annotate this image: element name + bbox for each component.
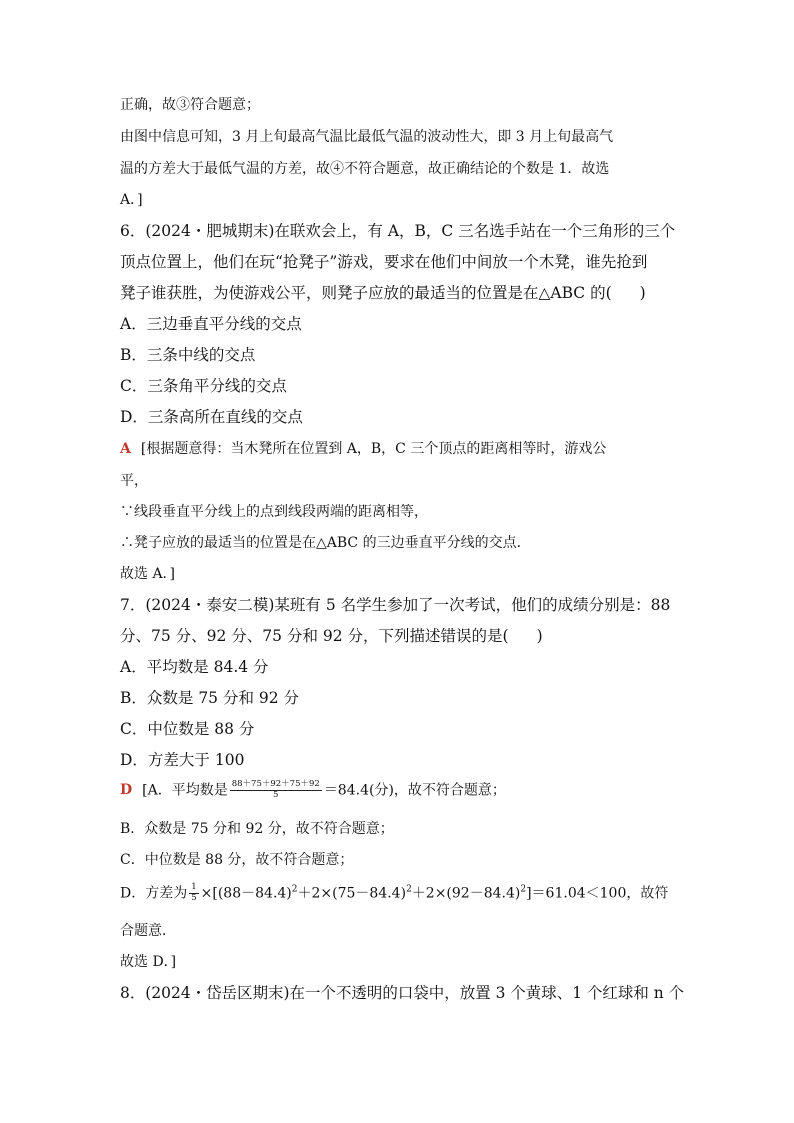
q6-answer: A	[120, 441, 131, 457]
prev-solution-line-1: 正确，故③符合题意；	[120, 97, 260, 113]
q6-stem-line-1: 6．(2024・肥城期末)在联欢会上，有 A，B，C 三名选手站在一个三角形的三个	[120, 222, 676, 240]
q6-solution-line-3: ∵线段垂直平分线上的点到线段两端的距离相等，	[120, 504, 428, 520]
q7-answer: D	[120, 782, 133, 799]
q6-stem-line-2: 顶点位置上，他们在玩“抢凳子”游戏，要求在他们中间放一个木凳，谁先抢到	[120, 253, 648, 271]
q7-option-b: B．众数是 75 分和 92 分	[120, 689, 300, 707]
q7-solution-line-2: B．众数是 75 分和 92 分，故不符合题意；	[120, 821, 394, 837]
q6-stem-line-3: 凳子谁获胜，为使游戏公平，则凳子应放的最适当的位置是在△ABC 的( )	[120, 284, 646, 302]
q7-stem-line-2: 分、75 分、92 分、75 分和 92 分，下列描述错误的是( )	[120, 627, 543, 645]
q6-option-b: B．三条中线的交点	[120, 346, 256, 364]
q7-solution-line-4: D．方差为 $\frac{1}{5}$ $\times[(88-84.4)^2+2\times(75-84.4)^2+2\times(92-84.4)^2]=61.04<100$，故符	[120, 882, 669, 903]
q7-option-a: A．平均数是 84.4 分	[120, 658, 269, 676]
q7-solution-line-1: D [A．平均数是 $\frac{88+75+92+75+92}{5}$ ＝84.4(分)，故不符合题意；	[120, 779, 506, 800]
mean-fraction: $\frac{88+75+92+75+92}{5}$	[231, 779, 320, 800]
q6-option-a: A．三边垂直平分线的交点	[120, 315, 302, 333]
variance-fraction: $\frac{1}{5}$	[191, 882, 197, 903]
q6-solution-line-2: 平，	[120, 473, 148, 489]
q7-solution-line-3: C．中位数是 88 分，故不符合题意；	[120, 852, 354, 868]
prev-solution-line-4: A．]	[120, 192, 143, 208]
q7-solution-line-6: 故选 D．]	[120, 954, 177, 970]
q6-option-c: C．三条角平分线的交点	[120, 377, 287, 395]
q8-stem-line-1: 8．(2024・岱岳区期末)在一个不透明的口袋中，放置 3 个黄球、1 个红球和 n 个	[120, 984, 685, 1002]
q6-option-d: D．三条高所在直线的交点	[120, 408, 303, 426]
q7-stem-line-1: 7．(2024・泰安二模)某班有 5 名学生参加了一次考试，他们的成绩分别是：88	[120, 596, 671, 614]
q7-option-c: C．中位数是 88 分	[120, 720, 255, 738]
prev-solution-line-2: 由图中信息可知，3 月上旬最高气温比最低气温的波动性大，即 3 月上旬最高气	[120, 129, 614, 145]
prev-solution-line-3: 温的方差大于最低气温的方差，故④不符合题意，故正确结论的个数是 1．故选	[120, 161, 610, 177]
q7-solution-line-5: 合题意．	[120, 923, 176, 939]
q6-solution-line-5: 故选 A．]	[120, 566, 176, 582]
q6-solution-line-4: ∴凳子应放的最适当的位置是在△ABC 的三边垂直平分线的交点．	[120, 535, 531, 551]
q7-option-d: D．方差大于 100	[120, 751, 245, 769]
q6-solution-line-1: A [根据题意得：当木凳所在位置到 A，B，C 三个顶点的距离相等时，游戏公	[120, 441, 607, 457]
